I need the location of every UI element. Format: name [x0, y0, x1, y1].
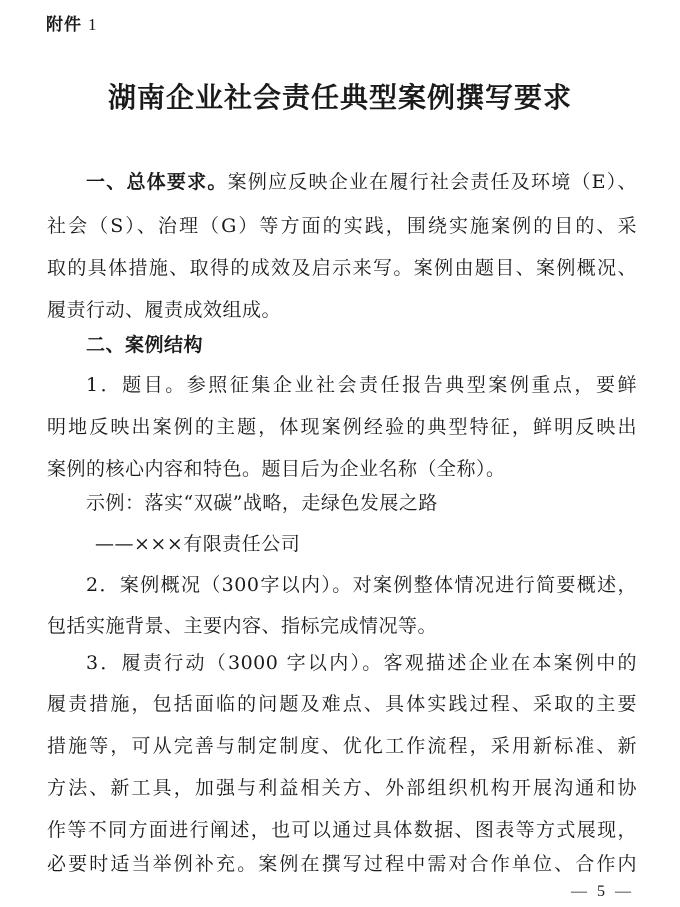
example-company: ——×××有限责任公司: [95, 533, 301, 555]
paragraph-line: 明地反映出案例的主题，体现案例经验的典型特征，鲜明反映出: [47, 416, 637, 438]
paragraph-line: 2．案例概况（300字以内）。对案例整体情况进行简要概述，: [86, 574, 637, 596]
paragraph-line: 取的具体措施、取得的成效及启示来写。案例由题目、案例概况、: [47, 257, 637, 279]
page-number: — 5 —: [571, 883, 634, 900]
paragraph-line: 作等不同方面进行阐述，也可以通过具体数据、图表等方式展现，: [47, 819, 637, 841]
section-heading-general: 一、总体要求。: [86, 171, 228, 193]
paragraph-line: 包括实施背景、主要内容、指标完成情况等。: [47, 615, 438, 637]
paragraph-line: 方法、新工具，加强与利益相关方、外部组织机构开展沟通和协: [47, 777, 637, 799]
document-title: 湖南企业社会责任典型案例撰写要求: [107, 81, 572, 114]
paragraph-line: 履责措施，包括面临的问题及难点、具体实践过程、采取的主要: [47, 693, 637, 715]
paragraph-line: 必要时适当举例补充。案例在撰写过程中需对合作单位、合作内: [47, 853, 637, 875]
paragraph-line: 案例的核心内容和特色。题目后为企业名称（全称）。: [47, 458, 506, 480]
paragraph-line: 措施等，可从完善与制定制度、优化工作流程，采用新标准、新: [47, 735, 637, 757]
attachment-label: [46, 10, 98, 35]
example-title: 示例：落实“双碳”战略，走绿色发展之路: [86, 492, 438, 514]
attachment-number: 1: [88, 15, 98, 34]
paragraph-line: 1．题目。参照征集企业社会责任报告典型案例重点，要鲜: [86, 374, 637, 396]
paragraph-line: 履责行动、履责成效组成。: [47, 299, 282, 321]
paragraph-line: 一、总体要求。案例应反映企业在履行社会责任及环境（E）、: [86, 171, 637, 193]
paragraph-line: 3．履责行动（3000 字以内）。客观描述企业在本案例中的: [86, 652, 637, 674]
section-heading-structure: 二、案例结构: [86, 334, 204, 356]
paragraph-line: 社会（S）、治理（G）等方面的实践，围绕实施案例的目的、采: [47, 215, 637, 237]
attachment-text: 附件: [46, 15, 82, 35]
